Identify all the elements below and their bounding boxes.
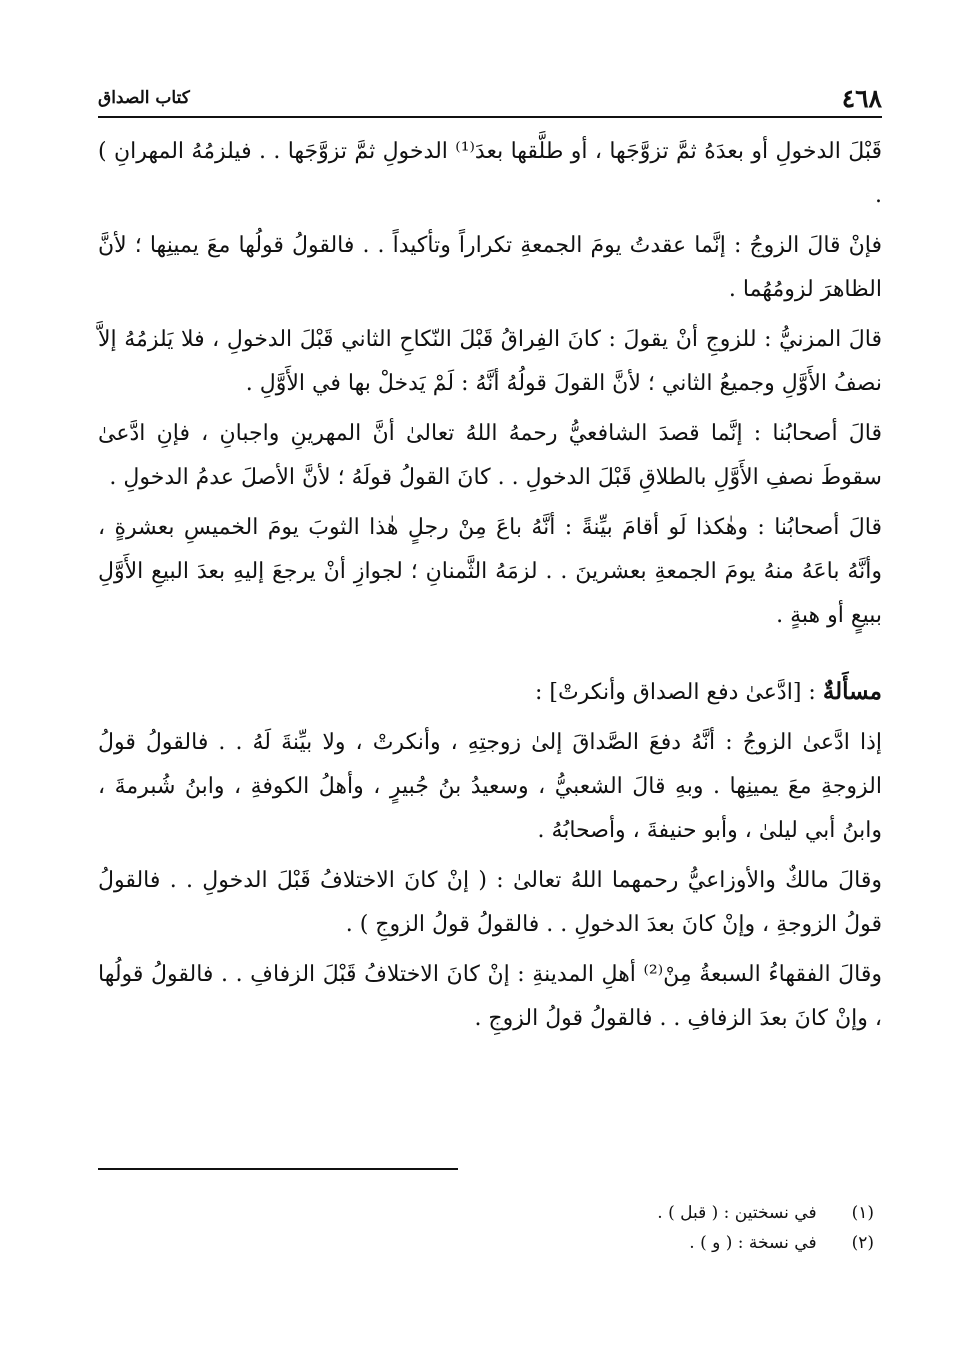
footnote [98, 1228, 882, 1258]
paragraph: قالَ أصحابُنا : إنَّما قصدَ الشافعيُّ رحمهُ اللهُ تعالىٰ أنَّ المهرينِ واجبانِ ، فإنِ ادَّعىٰ سقوطَ نصفِ الأَوَّلِ بالطلاقِ قَبْلَ الدخولِ . . كانَ القولُ قولَهُ ؛ لأنَّ الأصلَ عدمُ الدخولِ . [98, 421, 882, 490]
book-page [98, 86, 882, 1286]
paragraph: وقالَ الفقهاءُ السبعةُ مِنْ⁽²⁾ أهلِ المدينةِ : إنْ كانَ الاختلافُ قَبْلَ الزفافِ . . فالقولُ قولُها ، وإنْ كانَ بعدَ الزفافِ . . فالقولُ قولُ الزوجِ . [98, 962, 883, 1031]
section-gap [98, 638, 882, 670]
main-text [98, 130, 882, 1041]
footnote-text: في نسخة : ( و ) . [689, 1233, 817, 1253]
paragraph: فإنْ قالَ الزوجُ : إنَّما عقدتُ يومَ الجمعةِ تكراراً وتأكيداً . . فالقولُ قولُها معَ يمينِها ؛ لأنَّ الظاهرَ لزومُهُما . [98, 233, 882, 302]
paragraph: إذا ادَّعىٰ الزوجُ : أنَّهُ دفعَ الصَّداقَ إلىٰ زوجتِهِ ، وأنكرتْ ، ولا بيِّنةَ لَهُ . . فالقولُ قولُ الزوجةِ معَ يمينِها . وبهِ قالَ الشعبيُّ ، وسعيدُ بنُ جُبيرٍ ، وأهلُ الكوفةِ ، وابنُ شُبرمةَ ، وابنُ أبي ليلىٰ ، وأبو حنيفةَ ، وأصحابُهُ . [98, 730, 883, 843]
paragraph: قالَ أصحابُنا : وهٰكذا لَو أقامَ بيِّنةً : أنَّهُ باعَ مِنْ رجلٍ هٰذا الثوبَ يومَ الخميسِ بعشرةٍ ، وأنَّهُ باعَهُ منهُ يومَ الجمعةِ بعشرينَ . . لزمَهُ الثَّمنانِ ؛ لجوازِ أنْ يرجعَ إليهِ بعدَ البيعِ الأَوَّلِ ببيعٍ أو هبةٍ . [98, 515, 882, 628]
footnote-number: (٢) [851, 1233, 874, 1253]
masala-label: مسأَلةٌ [822, 678, 882, 705]
page-number: ٤٦٨ [841, 84, 882, 113]
paragraph: قالَ المزنيُّ : للزوجِ أنْ يقولَ : كانَ الفِراقُ قَبْلَ النّكاحِ الثاني قَبْلَ الدخولِ ، فلا يَلزمُهُ إلاَّ نصفُ الأَوَّلِ وجميعُ الثاني ؛ لأنَّ القولَ قولُهُ أنَّهُ : لَمْ يَدخلْ بها في الأَوَّلِ . [98, 327, 882, 396]
paragraph: وقالَ مالكٌ والأوزاعيُّ رحمهما اللهُ تعالىٰ : ( إنْ كانَ الاختلافُ قَبْلَ الدخولِ . . فالقولُ قولُ الزوجةِ ، وإنْ كانَ بعدَ الدخولِ . . فالقولُ قولُ الزوجِ ) . [98, 868, 882, 937]
page-header [98, 86, 882, 118]
footnote-divider [98, 1168, 458, 1170]
footnote-text: في نسختين : ( قبل ) . [657, 1203, 817, 1223]
footnotes [98, 1198, 882, 1258]
paragraph: قَبْلَ الدخولِ أو بعدَهُ ثمَّ تزوَّجَها ، أو طلَّقها بعدَ⁽¹⁾ الدخولِ ثمَّ تزوَّجَها . . فيلزمُهُ المهرانِ ) . [98, 139, 883, 208]
masala-heading [98, 670, 882, 715]
footnote [98, 1198, 882, 1228]
footnote-number: (١) [851, 1203, 874, 1223]
running-title: كتاب الصداق [98, 88, 190, 108]
masala-title: : [ادَّعىٰ دفع الصداق وأنكرتْ] : [534, 680, 816, 705]
